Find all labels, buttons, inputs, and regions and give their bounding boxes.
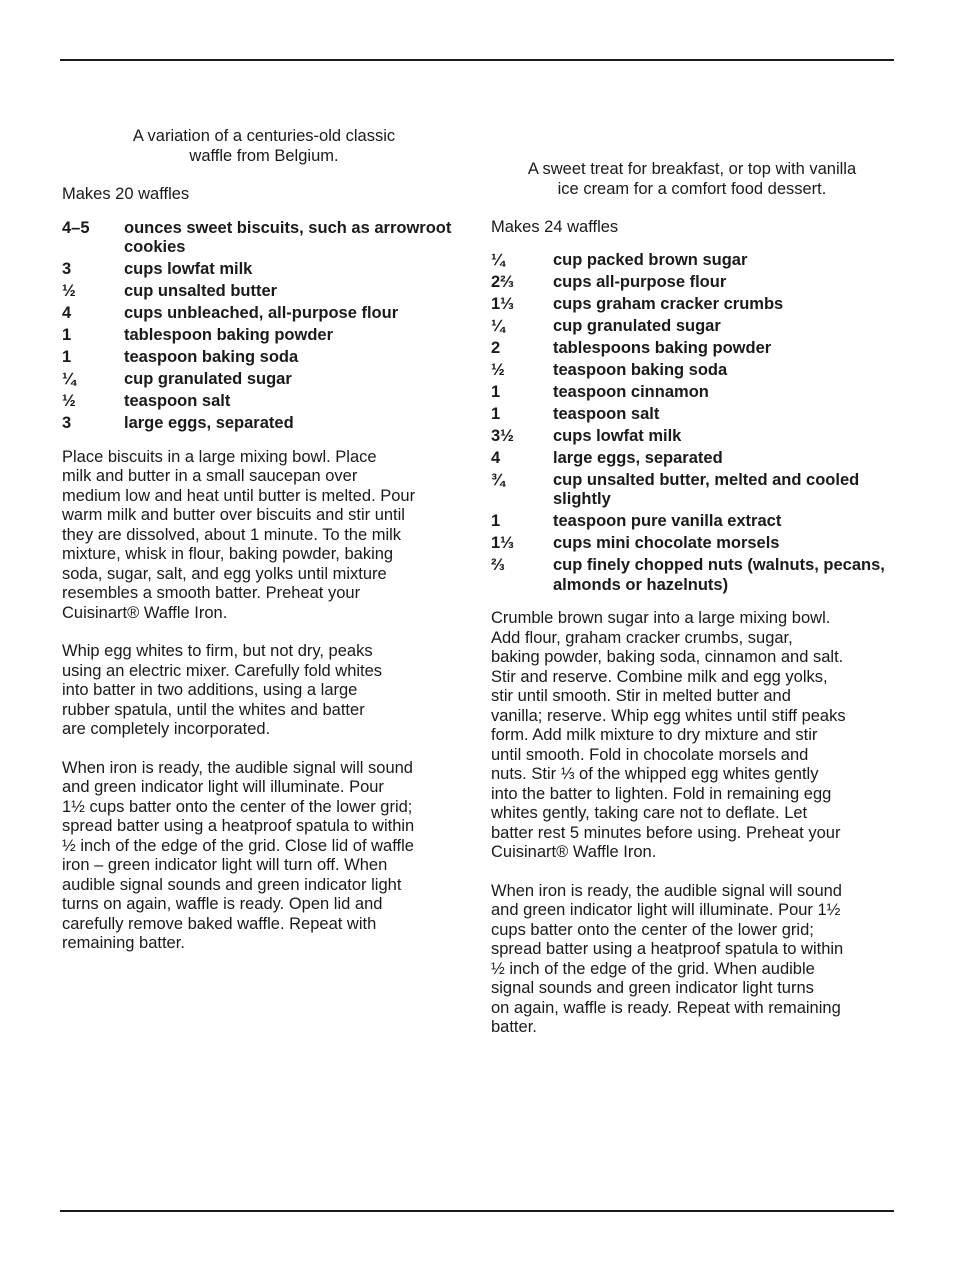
ingredient-item xyxy=(62,414,466,434)
ingredient-qty: ¼ xyxy=(62,370,76,388)
ingredient-qty: 3 xyxy=(62,260,72,278)
ingredient-item xyxy=(62,392,466,412)
ingredient-item xyxy=(491,427,893,447)
instruction-paragraph: When iron is ready, the audible signal will sound and green indicator light will illuminate. Pour 1½ cups batter onto the center of the lower grid; spread batter using a heatproof spatula to within ½ inch of the edge of the grid. When audible signal sounds and green indicator light turns on again, waffle is ready. Repeat with remaining batter. xyxy=(491,881,844,1036)
ingredient-qty: 4–5 xyxy=(62,218,90,237)
ingredient-qty: 3½ xyxy=(491,426,514,445)
ingredient-item xyxy=(62,348,466,368)
recipe-intro: A variation of a centuries-old classic waffle from Belgium. xyxy=(132,127,396,165)
ingredient-text: cups graham cracker crumbs xyxy=(553,294,784,313)
top-rule xyxy=(60,59,894,61)
ingredient-qty: ¼ xyxy=(491,250,505,269)
ingredient-item xyxy=(491,556,893,595)
ingredient-text: ounces sweet biscuits, such as arrowroot cookies xyxy=(124,218,452,256)
instruction-paragraph: Crumble brown sugar into a large mixing bowl. Add flour, graham cracker crumbs, sugar, baking powder, baking soda, cinnamon and salt. Stir and reserve. Combine milk and egg yolks, stir until smooth. Stir in melted butter and vanilla; reserve. Whip egg whites until stiff peaks form. Add milk mixture to dry mixture and stir until smooth. Fold in chocolate morsels and nuts. Stir ⅓ of the whipped egg whites gently into the batter to lighten. Fold in remaining egg whites gently, taking care not to deflate. Let batter rest 5 minutes before using. Preheat your Cuisinart® Waffle Iron. xyxy=(491,609,846,861)
instruction-paragraph: Whip egg whites to firm, but not dry, peaks using an electric mixer. Carefully fold whites into batter in two additions, using a large rubber spatula, until the whites and batter are completely incorporated. xyxy=(62,642,383,738)
instruction-paragraph: Place biscuits in a large mixing bowl. Place milk and butter in a small saucepan over medium low and heat until butter is melted. Pour warm milk and butter over biscuits and stir until they are dissolved, about 1 minute. To the milk mixture, whisk in flour, baking powder, baking soda, sugar, salt, and egg yolks until mixture resembles a smooth batter. Preheat your Cuisinart® Waffle Iron. xyxy=(62,447,416,622)
ingredient-item xyxy=(491,317,893,337)
ingredient-item xyxy=(491,512,893,532)
ingredient-qty: ½ xyxy=(62,392,76,410)
ingredient-text: cup packed brown sugar xyxy=(553,250,748,269)
ingredient-text: teaspoon salt xyxy=(124,392,231,410)
ingredient-text: teaspoon cinnamon xyxy=(553,382,709,401)
ingredient-qty: 3 xyxy=(62,414,72,432)
ingredient-text: cup granulated sugar xyxy=(124,370,292,388)
recipe-right-column xyxy=(491,160,893,1038)
ingredient-qty: ½ xyxy=(491,360,505,379)
ingredient-qty: 1 xyxy=(491,512,501,530)
ingredient-text: teaspoon pure vanilla extract xyxy=(553,512,782,530)
ingredient-item xyxy=(491,339,893,359)
ingredient-text: tablespoons baking powder xyxy=(553,338,772,357)
recipe-yield: Makes 20 waffles xyxy=(62,185,190,203)
ingredient-list xyxy=(62,219,466,434)
ingredient-item xyxy=(62,370,466,390)
ingredient-qty: ⅔ xyxy=(491,556,505,574)
ingredient-text: cup granulated sugar xyxy=(553,316,721,335)
ingredient-text: cups unbleached, all-purpose flour xyxy=(124,304,399,322)
ingredient-qty: 1 xyxy=(491,404,501,423)
ingredient-text: teaspoon baking soda xyxy=(553,360,728,379)
ingredient-qty: 4 xyxy=(491,448,501,467)
ingredient-qty: ¼ xyxy=(491,316,505,335)
ingredient-text: cups lowfat milk xyxy=(124,260,253,278)
ingredient-item xyxy=(491,471,893,510)
bottom-rule xyxy=(60,1210,894,1212)
ingredient-item xyxy=(491,383,893,403)
ingredient-qty: 2 xyxy=(491,338,501,357)
ingredient-item xyxy=(491,251,893,271)
ingredient-text: teaspoon salt xyxy=(553,404,660,423)
instruction-paragraph: When iron is ready, the audible signal will sound and green indicator light will illuminate. Pour 1½ cups batter onto the center of the lower grid; spread batter using a heatproof spatula to within ½ inch of the edge of the grid. Close lid of waffle iron – green indicator light will turn off. When audible signal sounds and green indicator light turns on again, waffle is ready. Open lid and carefully remove baked waffle. Repeat with remaining batter. xyxy=(62,758,415,952)
ingredient-text: large eggs, separated xyxy=(124,414,294,432)
ingredient-qty: 1 xyxy=(62,326,72,344)
ingredient-item xyxy=(62,326,466,346)
ingredient-text: tablespoon baking powder xyxy=(124,326,334,344)
recipe-yield: Makes 24 waffles xyxy=(491,218,619,236)
ingredient-text: cups lowfat milk xyxy=(553,426,682,445)
ingredient-item xyxy=(491,405,893,425)
ingredient-item xyxy=(62,304,466,324)
recipe-left-column xyxy=(62,127,466,954)
ingredient-qty: 4 xyxy=(62,304,72,322)
ingredient-qty: 1⅓ xyxy=(491,534,514,552)
ingredient-qty: 2⅔ xyxy=(491,272,514,291)
ingredient-qty: ½ xyxy=(62,282,76,300)
ingredient-text: large eggs, separated xyxy=(553,448,723,467)
ingredient-qty: 1 xyxy=(491,382,501,401)
ingredient-text: cups all-purpose flour xyxy=(553,272,727,291)
ingredient-text: teaspoon baking soda xyxy=(124,348,299,366)
ingredient-text: cups mini chocolate morsels xyxy=(553,534,780,552)
ingredient-item xyxy=(491,361,893,381)
ingredient-qty: 1 xyxy=(62,348,72,366)
ingredient-text: cup finely chopped nuts (walnuts, pecans, almonds or hazelnuts) xyxy=(553,556,885,594)
recipe-intro: A sweet treat for breakfast, or top with vanilla ice cream for a comfort food dessert. xyxy=(527,160,857,198)
ingredient-item xyxy=(491,449,893,469)
ingredient-list xyxy=(491,251,893,596)
ingredient-qty: 1⅓ xyxy=(491,294,514,313)
ingredient-item xyxy=(491,534,893,554)
ingredient-item xyxy=(62,282,466,302)
ingredient-item xyxy=(62,260,466,280)
ingredient-text: cup unsalted butter xyxy=(124,282,278,300)
ingredient-item xyxy=(62,219,466,258)
ingredient-item xyxy=(491,273,893,293)
ingredient-text: cup unsalted butter, melted and cooled slightly xyxy=(553,470,860,508)
ingredient-qty: ¾ xyxy=(491,470,505,489)
ingredient-item xyxy=(491,295,893,315)
